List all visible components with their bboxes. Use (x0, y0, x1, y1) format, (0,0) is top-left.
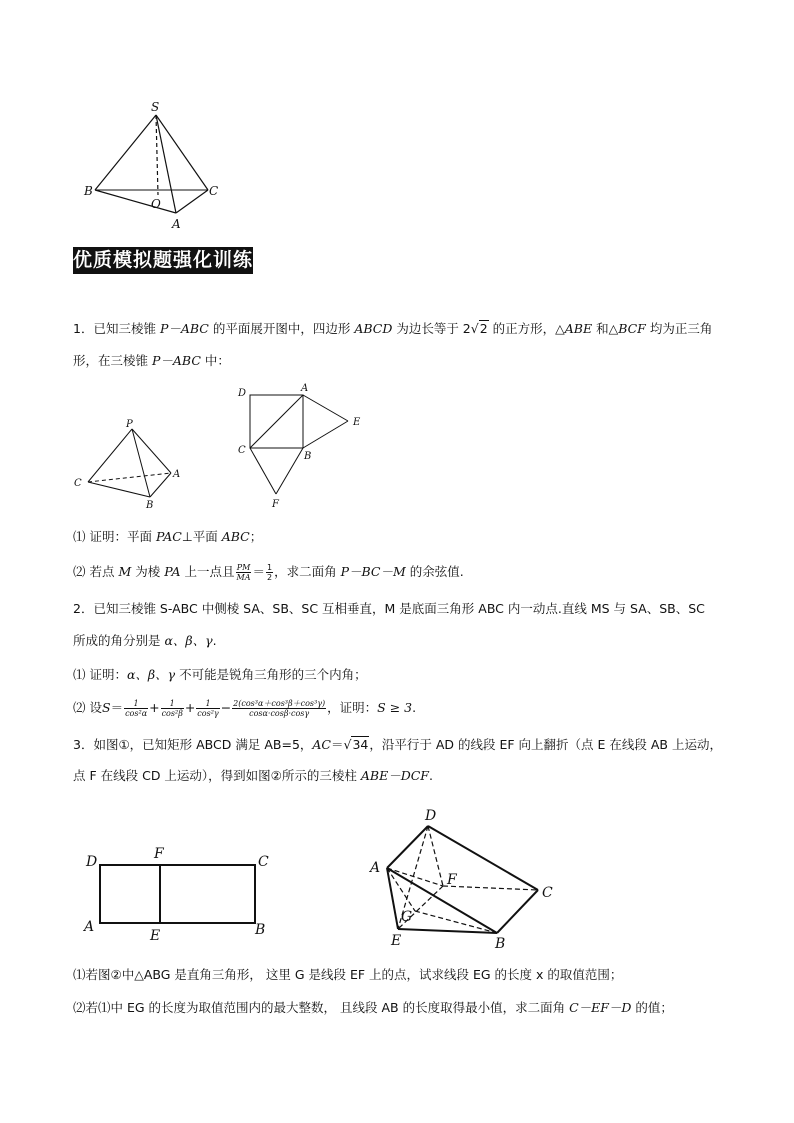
problem1-line2 (73, 352, 230, 370)
text: 的值； (631, 1000, 673, 1015)
text: ⑴ 证明： (73, 667, 127, 682)
math-greek-angles: α、β、γ (126, 667, 176, 682)
label-f: F (272, 499, 279, 510)
text: ，求二面角 (274, 564, 341, 579)
text: 所成的角分别是 (73, 633, 165, 648)
pyramid-p-abc-figure (70, 415, 190, 511)
text: ⑵ 若点 (73, 564, 119, 579)
problem3-question2 (73, 999, 673, 1017)
math-abcd: ABCD (354, 321, 393, 336)
text: 形，在三棱锥 (73, 353, 152, 368)
math-pac: PAC (155, 529, 182, 544)
math-s: S (101, 700, 111, 715)
sqrt-symbol: √ (470, 321, 479, 336)
label-a: A (370, 860, 381, 876)
math-bcf: BCF (618, 321, 646, 336)
label-a: A (172, 217, 181, 231)
label-e: E (391, 933, 402, 949)
math-dihedral: P－BC－M (340, 564, 406, 579)
problem2-question2: ⑵ 设S＝ $\frac{1}{\text{cos²α}}$ + $\frac{1}{\text{cos²β}}$ + $\frac{1}{\text{cos²γ}}$ − $\frac{\text{2(cos³α＋cos³β＋cos³γ)}}{\cos\alpha\cdot\cos\beta\cdot\cos\gamma}$ ，证明：S ≥ 3. (73, 699, 417, 718)
label-d: D (238, 388, 247, 399)
label-c: C (238, 445, 246, 456)
fraction-term4 (232, 699, 326, 718)
rectangle-abcd-figure (80, 840, 280, 945)
text: 1．已知三棱锥 (73, 321, 160, 336)
text: 为边长等于 2 (392, 321, 471, 336)
math-m: M (118, 564, 132, 579)
sqrt-symbol: √ (343, 737, 352, 752)
fraction-numerator: 1 (266, 563, 273, 572)
text: . (428, 768, 433, 783)
problem2-line2 (73, 632, 217, 650)
math-greek-angles: α、β、γ (164, 633, 213, 648)
fraction-numerator: PM (236, 563, 251, 572)
problem1-question2 (73, 563, 464, 582)
label-f: F (154, 846, 164, 862)
fraction-denominator: cosα·cosβ·cosγ (249, 709, 310, 718)
fraction-denominator: cos²β (161, 709, 183, 718)
fraction-denominator: 2 (266, 573, 273, 582)
label-b: B (255, 922, 266, 938)
text: 的余弦值. (405, 564, 464, 579)
problem3-question1: ⑴若图②中△ABG 是直角三角形， 这里 G 是线段 EF 上的点，试求线段 EG 的长度 x 的取值范围； (73, 967, 623, 982)
label-s: S (151, 100, 160, 114)
section-banner: 优质模拟题强化训练 (73, 247, 253, 274)
fraction-denominator: cos²γ (197, 709, 219, 718)
fraction-numerator: 2(cos³α＋cos³β＋cos³γ) (233, 699, 326, 708)
problem2-line1: 2．已知三棱锥 S-ABC 中侧棱 SA、SB、SC 互相垂直，M 是底面三角形 ABC 内一动点.直线 MS 与 SA、SB、SC (73, 601, 705, 616)
text: 和△ (592, 321, 619, 336)
text: ，沿平行于 AD 的线段 EF 向上翻折（点 E 在线段 AB 上运动， (369, 737, 722, 752)
fraction-denominator: MA (236, 573, 251, 582)
fraction-numerator: 1 (124, 699, 148, 709)
text: ，证明： (327, 700, 378, 715)
text: ⑵若⑴中 EG 的长度为取值范围内的最大整数， 且线段 AB 的长度取得最小值，求二面角 (73, 1000, 570, 1015)
label-a: A (84, 919, 95, 935)
math-ac: AC (312, 737, 331, 752)
prism-abe-dcf-figure (365, 805, 565, 955)
tetrahedron-s-abc-figure (80, 95, 230, 235)
problem1-question1 (73, 528, 262, 546)
text: 3．如图①，已知矩形 ABCD 满足 AB=5， (73, 737, 313, 752)
text: ⑵ 设 (73, 700, 102, 715)
label-g: G (401, 909, 413, 925)
label-a: A (301, 383, 309, 394)
equals: ＝ (252, 564, 265, 579)
label-o: O (151, 197, 161, 211)
text: 中： (200, 353, 230, 368)
text: 的平面展开图中，四边形 (208, 321, 355, 336)
equals: ＝ (110, 700, 124, 715)
text: 不可能是锐角三角形的三个内角； (175, 667, 367, 682)
net-abcd-figure (232, 380, 372, 515)
problem3-line2 (73, 767, 433, 785)
math-abe: ABE (564, 321, 593, 336)
label-c: C (258, 854, 269, 870)
label-b: B (84, 184, 93, 198)
math-abc: ABC (221, 529, 250, 544)
label-e: E (150, 928, 161, 944)
math-prism: ABE－DCF (360, 768, 429, 783)
text: ； (249, 529, 263, 544)
text: . (412, 700, 417, 715)
fraction-one-half (266, 563, 273, 582)
text: 均为正三角 (645, 321, 713, 336)
sqrt-radicand: 2 (479, 321, 488, 336)
label-d: D (425, 808, 437, 824)
fraction-term3 (196, 699, 219, 718)
label-b: B (146, 500, 154, 511)
text: 上一点且 (180, 564, 235, 579)
label-d: D (86, 854, 98, 870)
label-p: P (126, 419, 133, 430)
label-e: E (353, 417, 361, 428)
fraction-term1 (124, 699, 148, 718)
problem2-question1 (73, 666, 367, 684)
label-c: C (209, 184, 219, 198)
text: ⑴ 证明：平面 (73, 529, 156, 544)
label-c: C (74, 478, 82, 489)
label-c: C (542, 885, 553, 901)
problem1-line1 (73, 320, 712, 338)
label-b: B (304, 451, 312, 462)
math-pa: PA (164, 564, 181, 579)
math-pabc: P－ABC (151, 353, 201, 368)
fraction-term2 (161, 699, 184, 718)
fraction-pm-ma (236, 563, 252, 582)
text: ⊥平面 (181, 529, 222, 544)
math-dihedral: C－EF－D (569, 1000, 632, 1015)
label-f: F (447, 872, 457, 888)
label-a: A (173, 469, 181, 480)
problem3-line1 (73, 736, 722, 754)
label-b: B (495, 936, 506, 952)
text: . (212, 633, 217, 648)
fraction-denominator: cos²α (125, 709, 148, 718)
text: 点 F 在线段 CD 上运动），得到如图②所示的三棱柱 (73, 768, 361, 783)
text: 为棱 (131, 564, 165, 579)
fraction-numerator: 1 (161, 699, 184, 709)
math-inequality: S ≥ 3 (377, 700, 413, 715)
text: 的正方形，△ (488, 321, 565, 336)
sqrt-radicand: 34 (352, 737, 369, 752)
math-pabc: P－ABC (159, 321, 209, 336)
equals: ＝ (331, 737, 344, 752)
fraction-numerator: 1 (196, 699, 219, 709)
